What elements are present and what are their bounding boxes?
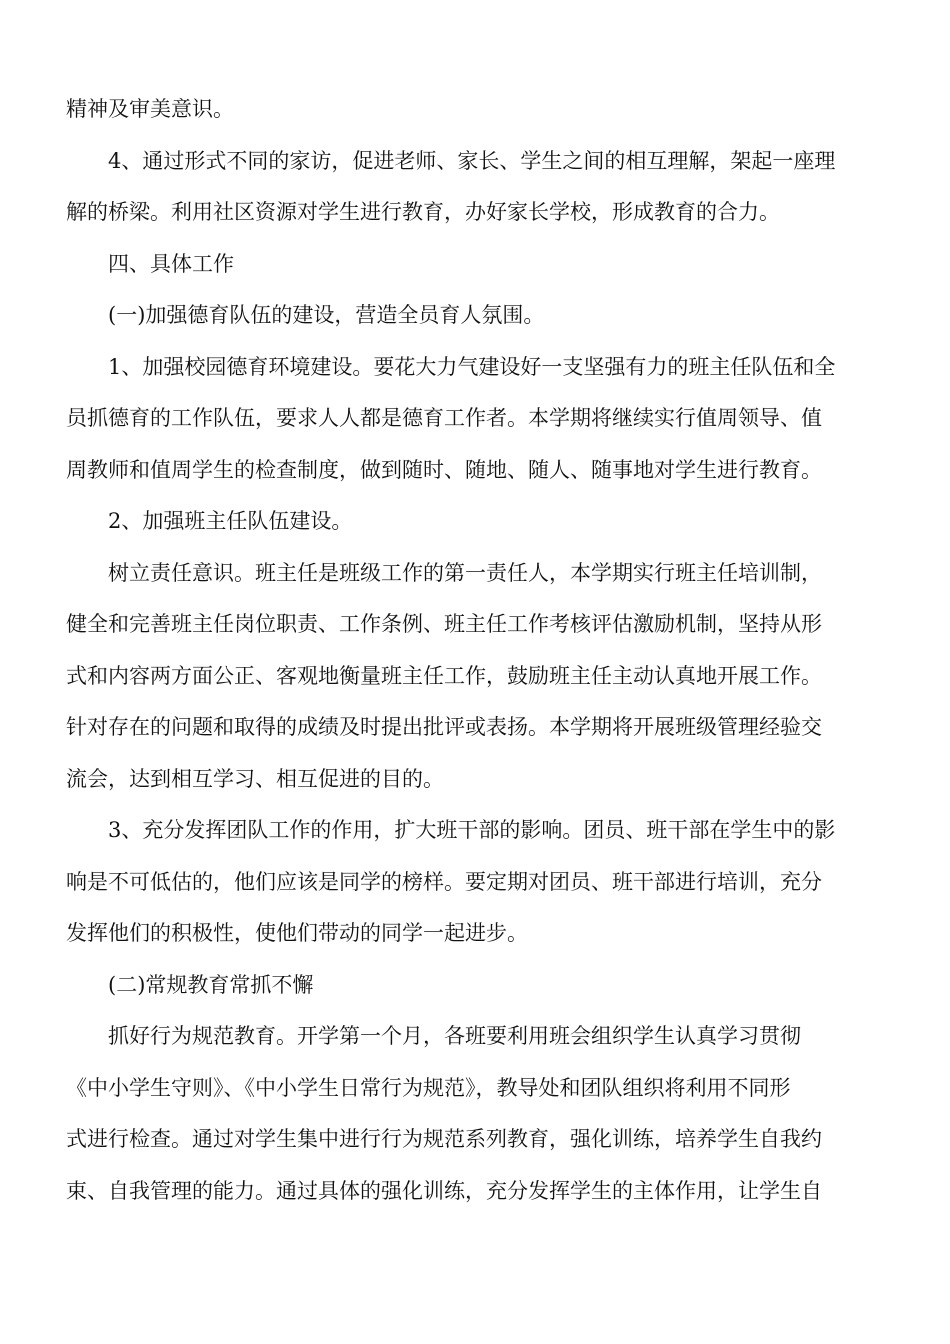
text-line: 针对存在的问题和取得的成绩及时提出批评或表扬。本学期将开展班级管理经验交 bbox=[66, 715, 822, 739]
paragraph bbox=[66, 496, 886, 548]
text-line: 2、加强班主任队伍建设。 bbox=[108, 509, 353, 533]
text-line: 4、通过形式不同的家访，促进老师、家长、学生之间的相互理解，架起一座理 bbox=[108, 148, 836, 173]
text-line: 周教师和值周学生的检查制度，做到随时、随地、随人、随事地对学生进行教育。 bbox=[66, 457, 822, 482]
paragraph bbox=[66, 290, 886, 342]
text-line: 精神及审美意识。 bbox=[66, 97, 234, 121]
paragraph bbox=[66, 805, 886, 960]
text-line: 1、加强校园德育环境建设。要花大力气建设好一支坚强有力的班主任队伍和全 bbox=[108, 354, 836, 379]
text-line: 四、具体工作 bbox=[108, 251, 234, 276]
text-line: (一)加强德育队伍的建设，营造全员育人氛围。 bbox=[108, 303, 545, 327]
text-line: 树立责任意识。班主任是班级工作的第一责任人，本学期实行班主任培训制， bbox=[108, 560, 822, 585]
text-line: 响是不可低估的，他们应该是同学的榜样。要定期对团员、班干部进行培训，充分 bbox=[66, 869, 822, 894]
text-line: 抓好行为规范教育。开学第一个月，各班要利用班会组织学生认真学习贯彻 bbox=[108, 1024, 801, 1048]
text-line: 员抓德育的工作队伍，要求人人都是德育工作者。本学期将继续实行值周领导、值 bbox=[66, 406, 822, 430]
text-line: 3、充分发挥团队工作的作用，扩大班干部的影响。团员、班干部在学生中的影 bbox=[108, 818, 836, 842]
paragraph bbox=[66, 342, 886, 497]
text-line: 式进行检查。通过对学生集中进行行为规范系列教育，强化训练，培养学生自我约 bbox=[66, 1127, 822, 1151]
text-line: 束、自我管理的能力。通过具体的强化训练，充分发挥学生的主体作用，让学生自 bbox=[66, 1178, 822, 1203]
document-body bbox=[66, 84, 886, 1217]
paragraph bbox=[66, 239, 886, 291]
text-line: 《中小学生守则》、《中小学生日常行为规范》，教导处和团队组织将利用不同形 bbox=[66, 1075, 791, 1100]
paragraph bbox=[66, 548, 886, 806]
text-line: 流会，达到相互学习、相互促进的目的。 bbox=[66, 766, 444, 791]
text-line: 健全和完善班主任岗位职责、工作条例、班主任工作考核评估激励机制，坚持从形 bbox=[66, 612, 822, 636]
paragraph bbox=[66, 1011, 886, 1217]
text-line: 发挥他们的积极性，使他们带动的同学一起进步。 bbox=[66, 921, 528, 945]
paragraph bbox=[66, 136, 886, 239]
paragraph bbox=[66, 960, 886, 1012]
paragraph bbox=[66, 84, 886, 136]
text-line: 解的桥梁。利用社区资源对学生进行教育，办好家长学校，形成教育的合力。 bbox=[66, 200, 780, 224]
text-line: 式和内容两方面公正、客观地衡量班主任工作，鼓励班主任主动认真地开展工作。 bbox=[66, 663, 822, 688]
text-line: (二)常规教育常抓不懈 bbox=[108, 972, 314, 997]
